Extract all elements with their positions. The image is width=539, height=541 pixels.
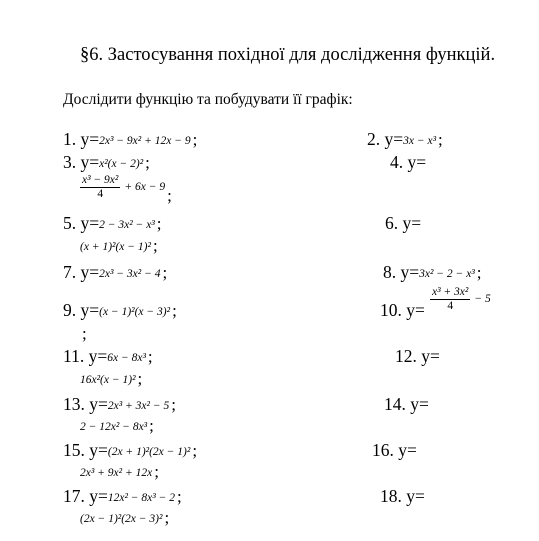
exercise-11-number: 11. y=	[63, 346, 108, 366]
exercise-4-number: 4. y=	[390, 152, 427, 172]
exercise-9-formula: (x − 1)²(x − 3)²	[99, 306, 171, 318]
exercise-11: 11. y=6x − 8x³ ;	[63, 346, 153, 366]
exercise-15-number: 15. y=	[63, 440, 108, 460]
exercise-16-number: 16. y=	[372, 440, 417, 460]
exercise-10-number: 10. y=	[380, 300, 425, 320]
exercise-8-formula: 3x² − 2 − x³	[419, 268, 475, 280]
exercise-15: 15. y=(2x + 1)²(2x − 1)² ;	[63, 440, 198, 460]
exercise-9-overflow-semicolon: ;	[82, 324, 87, 343]
exercise-4-formula: $\frac{\text{x³ − 9x²}}{4}$ + 6x − 9 ;	[82, 174, 172, 206]
exercise-16-formula: 2x³ + 9x² + 12x	[80, 467, 153, 479]
task-instruction: Дослідити функцію та побудувати її графік:	[63, 91, 353, 108]
exercise-3-formula: x²(x − 2)²	[99, 158, 144, 170]
exercise-18	[380, 486, 425, 507]
exercise-8-number: 8. y=	[383, 262, 420, 282]
exercise-7-number: 7. y=	[63, 262, 100, 282]
exercise-3: 3. y=x²(x − 2)² ;	[63, 152, 150, 172]
exercise-13: 13. y=2x³ + 3x² − 5 ;	[63, 394, 176, 414]
exercise-14-number: 14. y=	[384, 394, 429, 414]
section-title: §6. Застосування похідної для дослідження функцій.	[80, 45, 496, 65]
exercise-5-formula: 2 − 3x² − x³	[99, 219, 155, 231]
exercise-2-formula: 3x − x³	[403, 135, 437, 147]
exercise-6-number: 6. y=	[385, 213, 422, 233]
exercise-1-number: 1. y=	[63, 129, 100, 149]
exercise-8: 8. y=3x² − 2 − x³ ;	[383, 262, 482, 282]
exercise-12-formula: 16x²(x − 1)²	[80, 374, 136, 386]
exercise-13-number: 13. y=	[63, 394, 108, 414]
exercise-14-formula-line: 2 − 12x² − 8x³ ;	[80, 416, 154, 435]
exercise-5: 5. y=2 − 3x² − x³ ;	[63, 213, 162, 233]
exercise-15-formula: (2x + 1)²(2x − 1)²	[107, 446, 191, 458]
exercise-6	[385, 213, 421, 234]
exercise-6-formula: (x + 1)²(x − 1)²	[80, 241, 151, 253]
exercise-18-formula: (2x − 1)²(2x − 3)²	[80, 513, 163, 525]
exercise-14	[384, 394, 429, 415]
exercise-10	[380, 300, 425, 321]
exercise-7: 7. y=2x³ − 3x² − 4 ;	[63, 262, 168, 282]
exercise-12	[395, 346, 440, 367]
exercise-16-formula-line: 2x³ + 9x² + 12x ;	[80, 462, 159, 481]
exercise-3-number: 3. y=	[63, 152, 100, 172]
exercise-18-formula-line: (2x − 1)²(2x − 3)² ;	[80, 508, 170, 527]
exercise-9-number: 9. y=	[63, 300, 100, 320]
exercise-5-number: 5. y=	[63, 213, 100, 233]
exercise-14-formula: 2 − 12x² − 8x³	[80, 421, 148, 433]
exercise-7-formula: 2x³ − 3x² − 4	[99, 268, 161, 280]
exercise-2-number: 2. y=	[367, 129, 404, 149]
exercise-13-formula: 2x³ + 3x² − 5	[107, 400, 170, 412]
exercise-17-formula: 12x² − 8x³ − 2	[107, 492, 175, 504]
exercise-6-formula-line: (x + 1)²(x − 1)² ;	[80, 236, 158, 255]
exercise-4	[390, 152, 426, 173]
exercise-12-number: 12. y=	[395, 346, 440, 366]
exercise-2: 2. y=3x − x³ ;	[367, 129, 443, 149]
exercise-12-formula-line: 16x²(x − 1)² ;	[80, 369, 143, 388]
exercise-1: 1. y=2x³ − 9x² + 12x − 9 ;	[63, 129, 198, 149]
exercise-9: 9. y=(x − 1)²(x − 3)² ;	[63, 300, 177, 320]
exercise-17: 17. y=12x² − 8x³ − 2 ;	[63, 486, 182, 506]
exercise-18-number: 18. y=	[380, 486, 425, 506]
exercise-1-formula: 2x³ − 9x² + 12x − 9	[99, 135, 191, 147]
exercise-17-number: 17. y=	[63, 486, 108, 506]
exercise-10-formula: $\frac{\text{x³ + 3x²}}{4}$ − 5	[432, 286, 491, 312]
exercise-11-formula: 6x − 8x³	[107, 352, 146, 364]
exercise-16	[372, 440, 417, 461]
